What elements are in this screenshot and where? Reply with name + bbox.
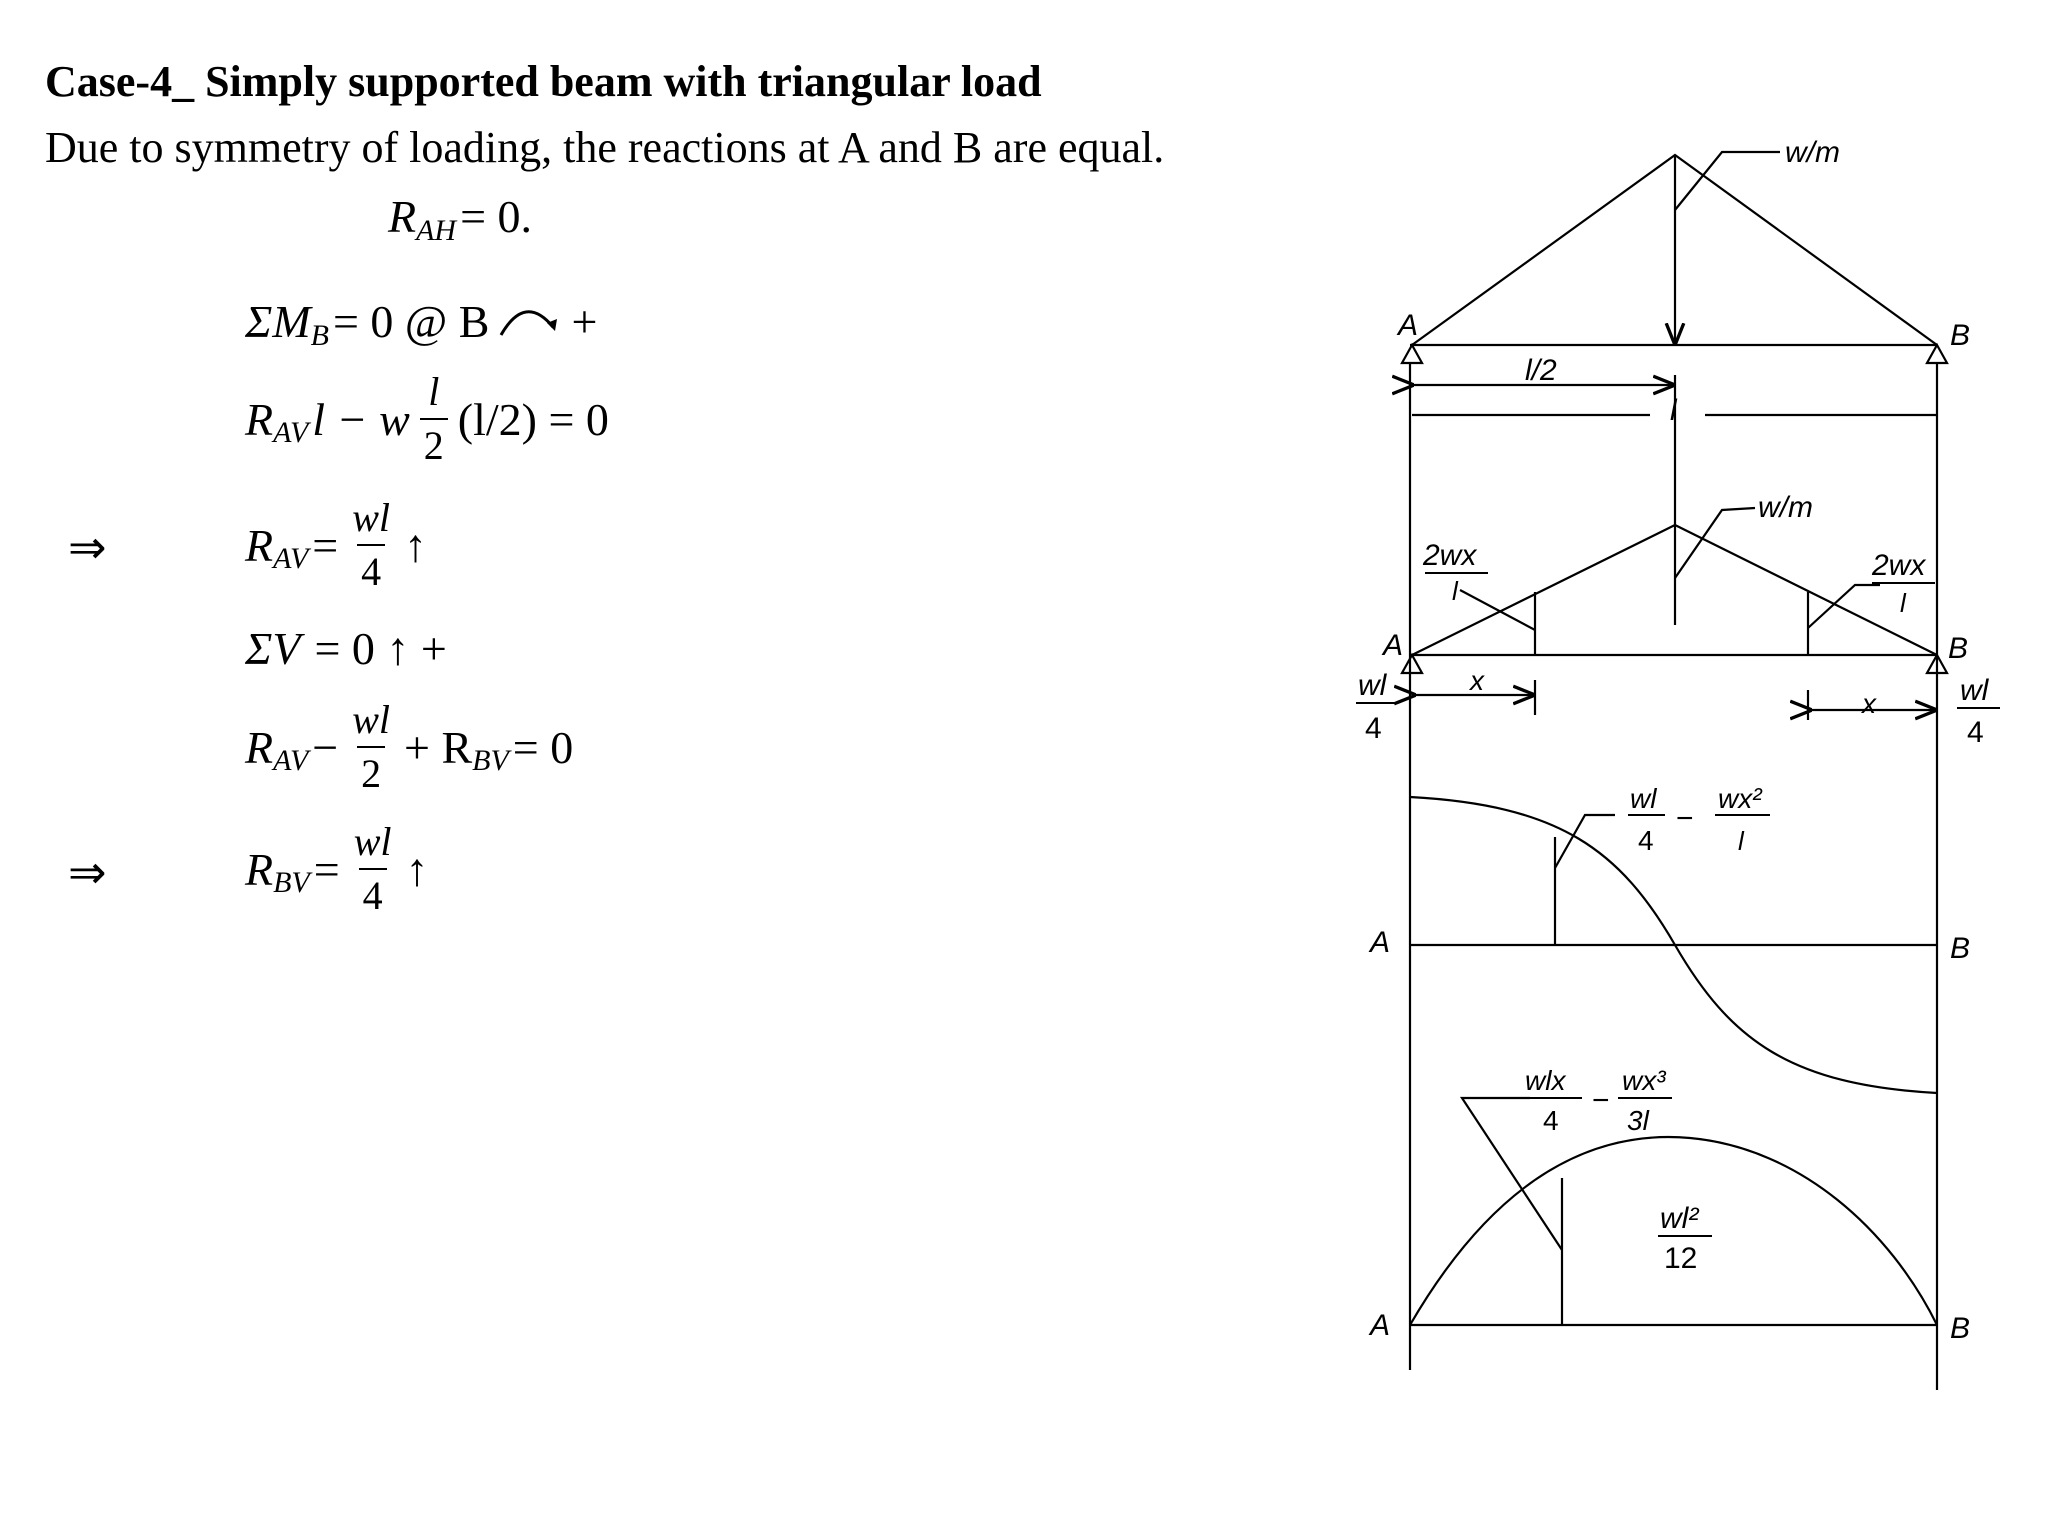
label-sf-minus: −	[1676, 802, 1694, 835]
fraction-l-over-2: $\frac{l}{2}$	[420, 372, 448, 466]
eq-moment-expansion: R AV l − w $\frac{l}{2}$ (l/2) = 0	[245, 369, 609, 468]
fraction-wl-over-4-b: $\frac{wl}{4}$	[353, 819, 392, 918]
label-reaction-b: wl	[1960, 674, 1989, 707]
label-reaction-a: wl	[1358, 669, 1387, 702]
label-half-span: l/2	[1525, 354, 1557, 387]
support-a-mid	[1402, 655, 1422, 673]
support-a-top	[1402, 345, 1422, 363]
intro-text: Due to symmetry of loading, the reactions at A and B are equal.	[45, 123, 1165, 172]
eq-rah: R AH = 0.	[388, 191, 533, 247]
label-load-top: w/m	[1785, 136, 1840, 169]
eq-vertical-sum: ΣV = 0 ↑ +	[245, 623, 447, 674]
load-leader-1	[1675, 152, 1780, 210]
label-x-right: x	[1862, 688, 1876, 719]
svg-text:4: 4	[1543, 1105, 1559, 1136]
label-2wx-left: 2wx	[1423, 539, 1477, 572]
label-bm-minus: −	[1592, 1084, 1610, 1117]
label-sf-wl: wl	[1630, 783, 1657, 814]
load-leader-2	[1675, 508, 1755, 578]
label-x-left: x	[1470, 665, 1484, 696]
svg-text:12: 12	[1664, 1242, 1698, 1275]
svg-text:3l: 3l	[1627, 1105, 1649, 1136]
svg-text:4: 4	[1365, 712, 1382, 745]
implies-symbol: ⇒	[68, 520, 107, 574]
label-b-sfd: B	[1950, 932, 1971, 965]
svg-text:4: 4	[1967, 716, 1984, 749]
svg-text:l: l	[1452, 576, 1458, 606]
label-2wx-right: 2wx	[1872, 549, 1926, 582]
label-span: l	[1670, 394, 1677, 427]
label-b-mid: B	[1948, 632, 1969, 665]
label-a-mid: A	[1383, 629, 1404, 662]
label-a-bmd: A	[1370, 1309, 1391, 1342]
fraction-wl-over-4: $\frac{wl}{4}$	[352, 495, 391, 594]
support-b-top	[1927, 345, 1947, 363]
svg-text:l: l	[1738, 826, 1744, 856]
eq-rav-result: R AV = $\frac{wl}{4}$ ↑	[245, 495, 428, 594]
label-a-sfd: A	[1370, 926, 1391, 959]
label-sf-wx2: wx²	[1718, 783, 1762, 814]
label-b-top: B	[1950, 319, 1971, 352]
implies-symbol-2: ⇒	[68, 845, 107, 899]
label-bm-max: wl²	[1660, 1202, 1699, 1235]
label-bm-wlx: wlx	[1525, 1065, 1566, 1096]
label-bm-wx3: wx³	[1622, 1065, 1666, 1096]
svg-text:4: 4	[1638, 825, 1654, 856]
label-b-bmd: B	[1950, 1312, 1971, 1345]
eq-vertical-expansion: R AV − $\frac{wl}{2}$ + R BV = 0	[245, 697, 574, 796]
eq-moment-sum: ΣM B = 0 @ B +	[245, 296, 598, 352]
eq-rbv-result: R BV = $\frac{wl}{4}$ ↑	[245, 819, 429, 918]
label-load-mid: w/m	[1758, 491, 1813, 524]
svg-text:l: l	[1900, 588, 1906, 618]
fraction-wl-over-2: $\frac{wl}{2}$	[352, 697, 391, 796]
section-heading: Case-4_ Simply supported beam with triangular load	[45, 57, 1042, 106]
label-a-top: A	[1398, 309, 1419, 342]
